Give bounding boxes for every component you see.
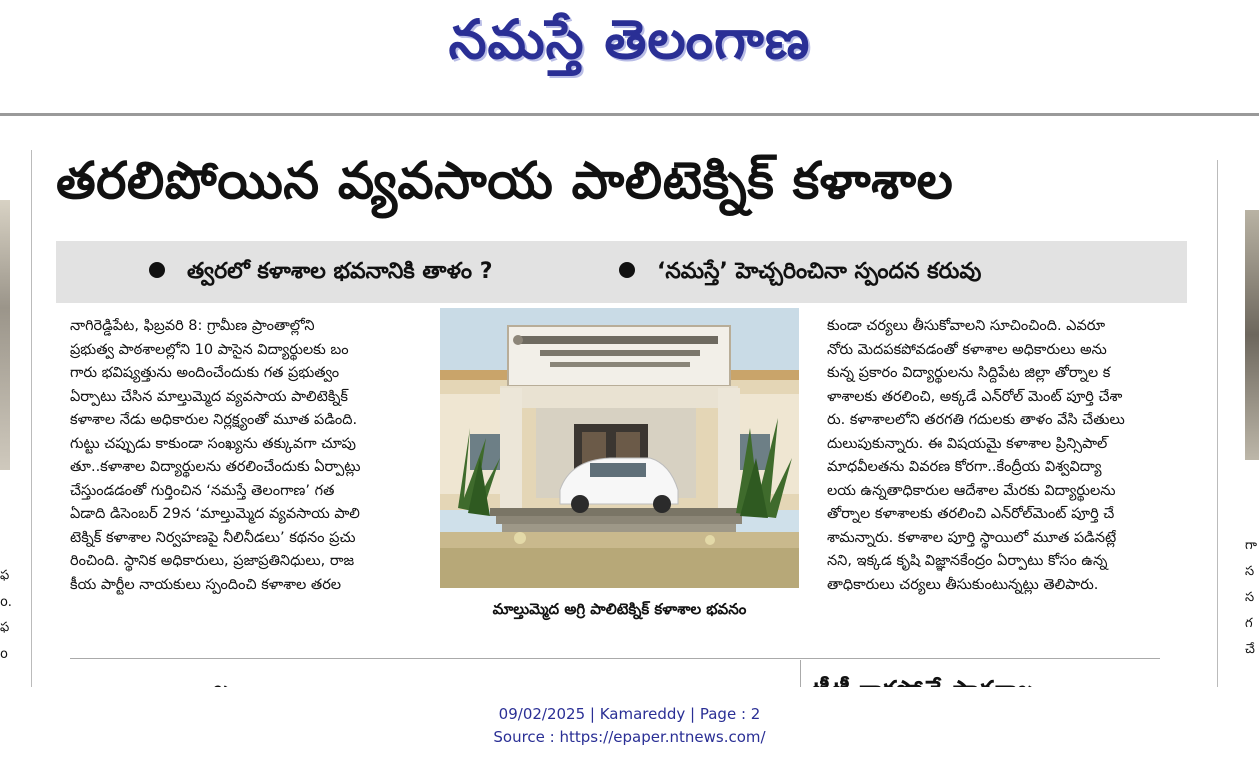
adjacent-photo-right	[1245, 210, 1259, 460]
story-divider-vertical	[800, 660, 801, 687]
next-story-headline-left	[212, 674, 230, 687]
text-line: కుండా చర్యలు తీసుకోవాలని సూచించింది. ఎవరూ	[827, 318, 1106, 334]
text-line: చేస్తుండడంతో గుర్తించిన ‘నమస్తే తెలంగాణ’ గత	[70, 482, 335, 499]
text-line: శామన్నారు. కళాశాల పూర్తి స్థాయిలో మూత పడినట్లే	[827, 529, 1117, 546]
college-building-photo	[440, 308, 799, 588]
text-line: తాధికారులు చర్యలు తీసుకుంటున్నట్లు తెలిపారు.	[827, 576, 1099, 593]
article-column-left	[70, 315, 430, 597]
masthead-divider	[0, 113, 1259, 116]
text-line: తూ..కళాశాల విద్యార్థులను తరలించేందుకు ఏర్పాట్లు	[70, 459, 361, 475]
adjacent-text-fragment: o	[0, 647, 8, 662]
text-line: కీయ పార్టీల నాయకులు స్పందించి కళాశాల తరల	[70, 576, 342, 593]
next-story-headline-right	[810, 674, 1035, 687]
text-line: ళాశాలకు తరలించి, అక్కడే ఎన్‌రోల్ మెంట్ పూర్తి చేశా	[827, 388, 1123, 405]
adjacent-text-fragment: స	[1245, 564, 1255, 579]
page-footer	[0, 687, 1259, 767]
footer-date-edition: 09/02/2025 | Kamareddy | Page : 2	[498, 705, 761, 723]
column-divider-left	[31, 150, 32, 687]
text-line: కళాశాల నేడు అధికారుల నిర్లక్ష్యంతో మూత పడింది.	[70, 412, 358, 428]
text-line: కున్న ప్రకారం విద్యార్థులను సిద్దిపేట జిల్లా తోర్నాల క	[827, 365, 1111, 381]
adjacent-article-left-edge	[0, 150, 10, 687]
adjacent-text-fragment: ఫ	[0, 620, 10, 635]
subhead-bar	[56, 241, 1187, 303]
photo-caption: మాల్తుమ్మెద అగ్రి పాలిటెక్నిక్ కళాశాల భవనం	[492, 600, 747, 618]
article-column-right	[827, 315, 1187, 597]
text-line: రించింది. స్థానిక అధికారులు, ప్రజాప్రతినిధులు, రాజ	[70, 553, 355, 569]
text-line: నాగిరెడ్డిపేట, ఫిబ్రవరి 8: గ్రామీణ ప్రాంతాల్లోని	[70, 318, 315, 334]
story-divider	[70, 658, 1160, 659]
adjacent-text-fragment: ఫ	[0, 568, 10, 583]
bullet-icon	[619, 262, 635, 278]
text-line: గారు భవిష్యత్తును అందించేందుకు గత ప్రభుత్వం	[70, 365, 340, 381]
adjacent-text-fragment: గ	[1245, 616, 1253, 631]
text-line: ఏర్పాటు చేసిన మాల్తుమ్మెద వ్యవసాయ పాలిటెక్నిక్	[70, 388, 348, 405]
adjacent-text-fragment: స	[1245, 590, 1255, 605]
masthead	[0, 0, 1259, 112]
text-line: టెక్నిక్ కళాశాల నిర్వహణపై నీలినీడలు’ కథనం ప్రచు	[70, 529, 356, 546]
subhead-2	[619, 241, 981, 303]
text-line: దులుపుకున్నారు. ఈ విషయమై కళాశాల ప్రిన్సిపాల్	[827, 435, 1108, 452]
adjacent-text-fragment: గా	[1245, 538, 1257, 553]
adjacent-text-fragment: o.	[0, 595, 12, 610]
text-line: ఏడాది డిసెంబర్ 29న ‘మాల్తుమ్మెద వ్యవసాయ పాలి	[70, 506, 360, 522]
subhead-2-text: ‘నమస్తే’ హెచ్చరించినా స్పందన కరువు	[657, 259, 982, 284]
adjacent-text-fragment: చే	[1245, 642, 1255, 657]
adjacent-photo-left	[0, 200, 10, 470]
text-line: నని, ఇక్కడ కృషి విజ్ఞానకేంద్రం ఏర్పాటు కోసం ఉన్న	[827, 553, 1108, 569]
text-line: రు. కళాశాలలోని తరగతి గదులకు తాళం వేసి చేతులు	[827, 412, 1125, 428]
masthead-logo-title: నమస్తే తెలంగాణ	[448, 8, 811, 71]
footer-source-link[interactable]: Source : https://epaper.ntnews.com/	[493, 728, 766, 746]
subhead-1	[149, 241, 493, 303]
text-line: లయ ఉన్నతాధికారుల ఆదేశాల మేరకు విద్యార్థులను	[827, 482, 1116, 499]
article-headline: తరలిపోయిన వ్యవసాయ పాలిటెక్నిక్ కళాశాల	[56, 152, 954, 211]
text-line: తోర్నాల కళాశాలకు తరలించి ఎన్‌రోల్‌మెంట్ పూర్తి చే	[827, 506, 1115, 522]
text-line: ప్రభుత్వ పాఠశాలల్లోని 10 పాసైన విద్యార్థులకు బం	[70, 341, 349, 358]
column-divider-right	[1217, 160, 1218, 687]
text-line: మాధవీలతను వివరణ కోరగా..కేంద్రీయ విశ్వవిద్యా	[827, 459, 1102, 475]
subhead-1-text: త్వరలో కళాశాల భవనానికి తాళం ?	[187, 259, 493, 284]
text-line: గుట్టు చప్పుడు కాకుండా సంఖ్యను తక్కువగా చూపు	[70, 435, 356, 452]
text-line: నోరు మెదపకపోవడంతో కళాశాల అధికారులు అను	[827, 341, 1107, 358]
adjacent-article-right-edge	[1245, 150, 1259, 687]
bullet-icon	[149, 262, 165, 278]
